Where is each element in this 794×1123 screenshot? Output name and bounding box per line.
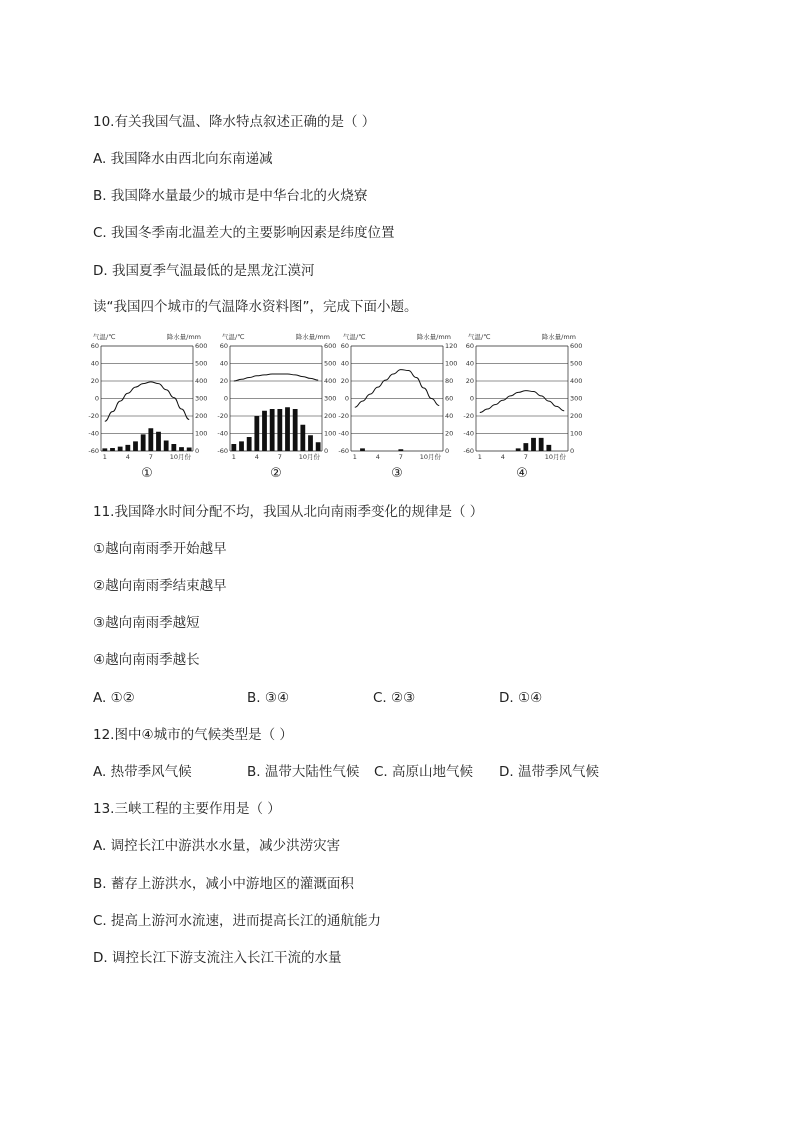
- q12-option-b[interactable]: B. 温带大陆性气候: [247, 764, 360, 780]
- chart-1-number-label: ①: [141, 466, 153, 481]
- chart-3-month-tick: 4: [375, 453, 380, 461]
- q13-option-b[interactable]: B. 蓄存上游洪水，减小中游地区的灌溉面积: [93, 876, 354, 892]
- chart-4-temp-tick: -20: [463, 412, 474, 421]
- chart-2-xlabel: 月份: [307, 453, 320, 461]
- chart-1-precip-tick: 100: [195, 429, 208, 438]
- chart-1-month-tick: 1: [102, 453, 107, 461]
- chart-4-xlabel: 月份: [553, 453, 566, 461]
- chart-2-precip-bar: [270, 409, 275, 451]
- chart-1-temp-tick: 20: [90, 377, 99, 386]
- chart-3-temp-tick: 0: [344, 394, 349, 403]
- chart-4-ylabel-right: 降水量/mm: [541, 333, 576, 341]
- chart-2-precip-tick: 400: [324, 377, 337, 386]
- chart-1-temp-tick: 0: [94, 394, 99, 403]
- chart-1-precip-bar: [133, 441, 138, 451]
- chart-2-temp-tick: 40: [219, 359, 228, 368]
- chart-1-precip-bar: [187, 448, 192, 452]
- q10-option-b[interactable]: B. 我国降水量最少的城市是中华台北的火烧寮: [93, 188, 368, 204]
- chart-2-temp-tick: -60: [217, 447, 228, 456]
- chart-3-temp-tick: 60: [340, 342, 349, 351]
- chart-2-precip-tick: 600: [324, 342, 337, 351]
- chart-3-precip-tick: 20: [445, 429, 454, 438]
- q12-option-c[interactable]: C. 高原山地气候: [374, 764, 474, 780]
- chart-1-precip-tick: 0: [195, 447, 200, 456]
- chart-2-ylabel-right: 降水量/mm: [295, 333, 330, 341]
- chart-1-temp-tick: 60: [90, 342, 99, 351]
- chart-2-temp-tick: 0: [223, 394, 228, 403]
- chart-2-temp-tick: 20: [219, 377, 228, 386]
- chart-1-precip-bar: [179, 447, 184, 451]
- chart-4-temp-tick: 0: [469, 394, 474, 403]
- chart-2-month-tick: 1: [231, 453, 236, 461]
- chart-1-precip-tick: 400: [195, 377, 208, 386]
- climate-charts: [88, 330, 603, 482]
- chart-4-temp-tick: 60: [465, 342, 474, 351]
- q11-option-b[interactable]: B. ③④: [247, 690, 290, 706]
- q11-statement-4: ④越向南雨季越长: [93, 652, 200, 668]
- chart-2-precip-tick: 0: [324, 447, 329, 456]
- chart-3-precip-tick: 60: [445, 394, 454, 403]
- chart-1-ylabel-left: 气温/℃: [93, 333, 116, 341]
- chart-3-temperature-curve: [355, 370, 439, 408]
- q11-statement-3: ③越向南雨季越短: [93, 615, 200, 631]
- chart-4-number-label: ④: [516, 466, 528, 481]
- chart-1-temp-tick: -40: [88, 429, 99, 438]
- chart-2-precip-tick: 200: [324, 412, 337, 421]
- figure-intro: 读“我国四个城市的气温降水资料图”，完成下面小题。: [93, 299, 418, 315]
- chart-2-month-tick: 7: [277, 453, 282, 461]
- chart-4-temp-tick: 40: [465, 359, 474, 368]
- chart-3-month-tick: 7: [398, 453, 403, 461]
- chart-2-month-tick: 10: [298, 453, 307, 461]
- chart-1-precip-bar: [148, 428, 153, 451]
- q11-option-d[interactable]: D. ①④: [499, 690, 543, 706]
- chart-2-precip-bar: [300, 425, 305, 451]
- climate-charts-figure: [88, 330, 603, 482]
- chart-4-precip-bar: [516, 448, 521, 451]
- chart-4-temperature-curve: [480, 391, 564, 413]
- chart-1-precip-tick: 200: [195, 412, 208, 421]
- chart-4-temp-tick: -60: [463, 447, 474, 456]
- chart-3-month-tick: 1: [352, 453, 357, 461]
- chart-2-temp-tick: 60: [219, 342, 228, 351]
- chart-2-precip-bar: [247, 437, 252, 451]
- chart-4-precip-tick: 100: [570, 429, 583, 438]
- chart-2-precip-bar: [231, 444, 236, 451]
- chart-3-precip-tick: 40: [445, 412, 454, 421]
- chart-3-temp-tick: 20: [340, 377, 349, 386]
- q12-stem: 12.图中④城市的气候类型是（ ）: [93, 727, 293, 743]
- chart-4-precip-bar: [523, 443, 528, 451]
- chart-1-precip-bar: [125, 445, 130, 451]
- chart-3-precip-bar: [360, 448, 365, 451]
- chart-3-month-tick: 10: [419, 453, 428, 461]
- q13-option-d[interactable]: D. 调控长江下游支流注入长江干流的水量: [93, 950, 342, 966]
- chart-1-month-tick: 7: [148, 453, 153, 461]
- chart-2-temperature-curve: [234, 374, 318, 381]
- chart-4-precip-tick: 0: [570, 447, 575, 456]
- chart-3-precip-tick: 80: [445, 377, 454, 386]
- chart-1-month-tick: 10: [169, 453, 178, 461]
- chart-1-precip-tick: 500: [195, 359, 208, 368]
- q11-statement-1: ①越向南雨季开始越早: [93, 541, 227, 557]
- chart-2-temp-tick: -20: [217, 412, 228, 421]
- chart-2-precip-tick: 100: [324, 429, 337, 438]
- chart-3-xlabel: 月份: [428, 453, 441, 461]
- chart-2-precip-tick: 500: [324, 359, 337, 368]
- chart-2-precip-bar: [308, 435, 313, 451]
- chart-3-precip-tick: 0: [445, 447, 450, 456]
- chart-1-temp-tick: -60: [88, 447, 99, 456]
- chart-3-temp-tick: 40: [340, 359, 349, 368]
- chart-4-temp-tick: -40: [463, 429, 474, 438]
- chart-1-temperature-curve: [105, 382, 189, 421]
- chart-4-month-tick: 7: [523, 453, 528, 461]
- chart-4-precip-tick: 500: [570, 359, 583, 368]
- chart-1-precip-bar: [141, 434, 146, 451]
- q10-option-a[interactable]: A. 我国降水由西北向东南递减: [93, 151, 273, 167]
- chart-3-temp-tick: -20: [338, 412, 349, 421]
- chart-1-precip-bar: [164, 441, 169, 452]
- chart-2-temp-tick: -40: [217, 429, 228, 438]
- chart-4-precip-bar: [531, 438, 536, 451]
- chart-1-precip-tick: 600: [195, 342, 208, 351]
- chart-3-ylabel-right: 降水量/mm: [416, 333, 451, 341]
- chart-1-precip-bar: [171, 444, 176, 451]
- q11-statement-2: ②越向南雨季结束越早: [93, 578, 227, 594]
- q13-option-a[interactable]: A. 调控长江中游洪水水量，减少洪涝灾害: [93, 838, 341, 854]
- q10-stem: 10.有关我国气温、降水特点叙述正确的是（ ）: [93, 114, 376, 130]
- q11-option-c[interactable]: C. ②③: [373, 690, 416, 706]
- q11-option-a[interactable]: A. ①②: [93, 690, 135, 706]
- chart-3-temp-tick: -60: [338, 447, 349, 456]
- q13-stem: 13.三峡工程的主要作用是（ ）: [93, 801, 281, 817]
- chart-4-precip-tick: 400: [570, 377, 583, 386]
- q11-stem: 11.我国降水时间分配不均，我国从北向南雨季变化的规律是（ ）: [93, 504, 484, 520]
- chart-2-precip-bar: [316, 442, 321, 451]
- chart-2-precip-bar: [239, 441, 244, 451]
- chart-1-temp-tick: 40: [90, 359, 99, 368]
- chart-4-precip-tick: 200: [570, 412, 583, 421]
- chart-2-precip-bar: [293, 409, 298, 451]
- chart-2-precip-bar: [285, 407, 290, 451]
- chart-2-precip-tick: 300: [324, 394, 337, 403]
- chart-1-precip-bar: [118, 447, 123, 451]
- chart-3-ylabel-left: 气温/℃: [343, 333, 366, 341]
- chart-3-precip-tick: 120: [445, 342, 458, 351]
- chart-1-xlabel: 月份: [178, 453, 191, 461]
- q12-option-d[interactable]: D. 温带季风气候: [499, 764, 599, 780]
- chart-4-precip-tick: 600: [570, 342, 583, 351]
- chart-4-precip-bar: [546, 445, 551, 451]
- chart-3-precip-bar: [398, 449, 403, 451]
- chart-3-precip-tick: 100: [445, 359, 458, 368]
- chart-2-precip-bar: [254, 416, 259, 451]
- chart-4-precip-tick: 300: [570, 394, 583, 403]
- q10-option-c[interactable]: C. 我国冬季南北温差大的主要影响因素是纬度位置: [93, 225, 395, 241]
- chart-4-precip-bar: [539, 438, 544, 451]
- chart-2-number-label: ②: [270, 466, 282, 481]
- chart-3-temp-tick: -40: [338, 429, 349, 438]
- chart-2-precip-bar: [277, 409, 282, 451]
- chart-2-precip-bar: [262, 411, 267, 451]
- chart-1-precip-bar: [110, 448, 115, 451]
- q13-option-c[interactable]: C. 提高上游河水流速，进而提高长江的通航能力: [93, 913, 382, 929]
- chart-1-precip-bar: [102, 448, 107, 451]
- chart-4-month-tick: 1: [477, 453, 482, 461]
- chart-4-temp-tick: 20: [465, 377, 474, 386]
- chart-1-ylabel-right: 降水量/mm: [166, 333, 201, 341]
- q12-option-a[interactable]: A. 热带季风气候: [93, 764, 192, 780]
- chart-3-number-label: ③: [391, 466, 403, 481]
- chart-1-temp-tick: -20: [88, 412, 99, 421]
- chart-1-month-tick: 4: [125, 453, 130, 461]
- chart-4-month-tick: 4: [500, 453, 505, 461]
- q10-option-d[interactable]: D. 我国夏季气温最低的是黑龙江漠河: [93, 263, 315, 279]
- chart-2-ylabel-left: 气温/℃: [222, 333, 245, 341]
- chart-1-precip-tick: 300: [195, 394, 208, 403]
- chart-4-ylabel-left: 气温/℃: [468, 333, 491, 341]
- chart-4-month-tick: 10: [544, 453, 553, 461]
- chart-1-precip-bar: [156, 432, 161, 451]
- chart-2-month-tick: 4: [254, 453, 259, 461]
